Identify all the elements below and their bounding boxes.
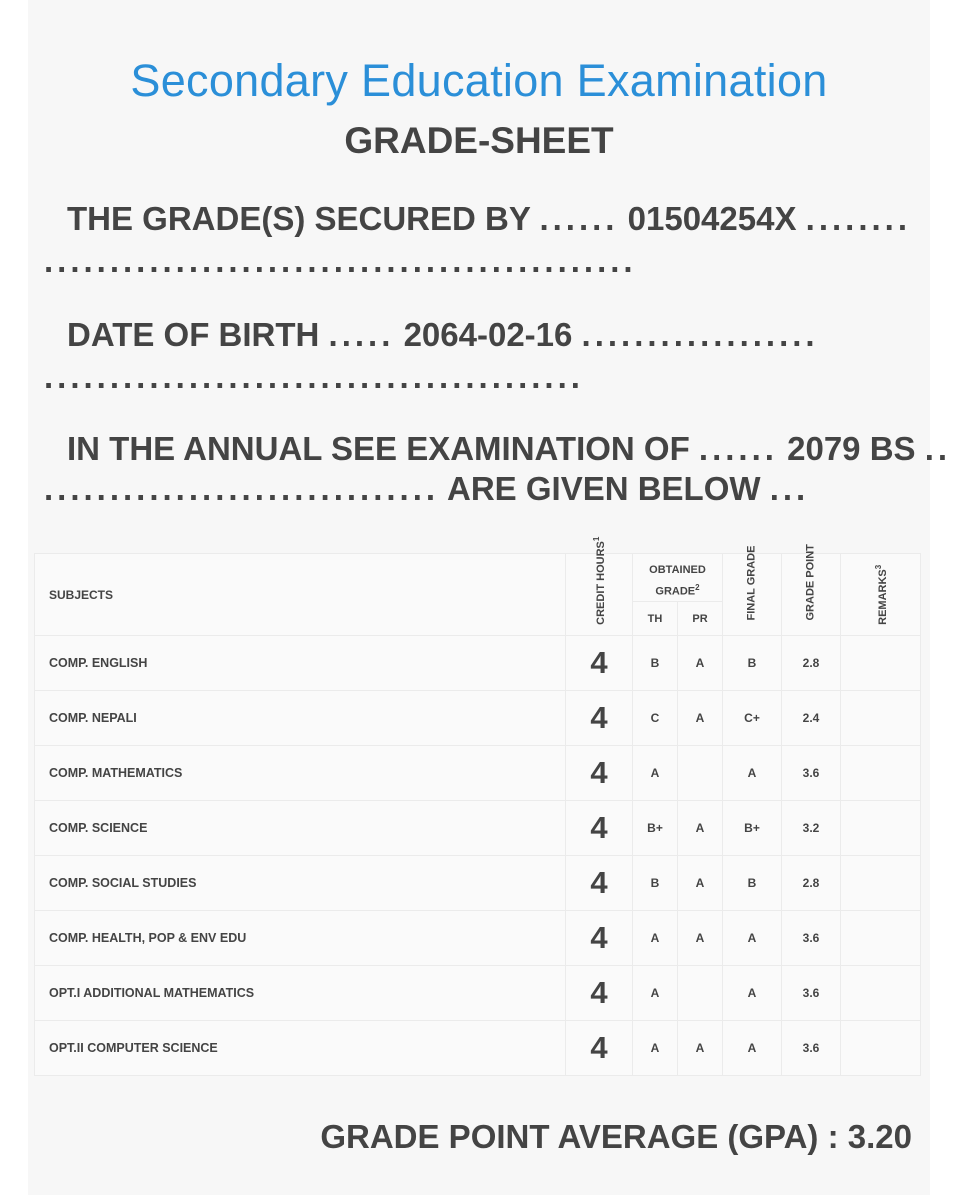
final-grade: B bbox=[723, 636, 782, 691]
grade-pr: A bbox=[678, 911, 723, 966]
table-row bbox=[35, 691, 921, 746]
grade-pr bbox=[678, 966, 723, 1021]
final-grade: B+ bbox=[723, 801, 782, 856]
dotted-fill-2: ......................................... bbox=[44, 358, 584, 395]
credit-hours: 4 bbox=[566, 691, 633, 746]
credit-hours: 4 bbox=[566, 911, 633, 966]
grade-point: 3.2 bbox=[782, 801, 841, 856]
secured-by-line: THE GRADE(S) SECURED BY ...... 01504254X ........ bbox=[67, 200, 912, 237]
grade-th: A bbox=[633, 966, 678, 1021]
subject-name: COMP. MATHEMATICS bbox=[35, 746, 566, 801]
subject-name: COMP. SOCIAL STUDIES bbox=[35, 856, 566, 911]
grade-pr: A bbox=[678, 856, 723, 911]
exam-year: 2079 BS bbox=[787, 430, 916, 467]
credit-hours: 4 bbox=[566, 966, 633, 1021]
header-credit-hours: CREDIT HOURS$^1$ bbox=[566, 554, 633, 636]
grade-point: 3.6 bbox=[782, 966, 841, 1021]
subject-name: COMP. HEALTH, POP & ENV EDU bbox=[35, 911, 566, 966]
subject-name: OPT.I ADDITIONAL MATHEMATICS bbox=[35, 966, 566, 1021]
table-row bbox=[35, 1021, 921, 1076]
final-grade: A bbox=[723, 1021, 782, 1076]
gpa-value: 3.20 bbox=[847, 1118, 912, 1155]
dob-label: DATE OF BIRTH bbox=[67, 316, 320, 353]
header-pr: PR bbox=[678, 602, 723, 636]
subject-name: COMP. NEPALI bbox=[35, 691, 566, 746]
secured-by-label: THE GRADE(S) SECURED BY bbox=[67, 200, 531, 237]
gpa-label: GRADE POINT AVERAGE (GPA) : bbox=[320, 1118, 839, 1155]
grade-th: A bbox=[633, 746, 678, 801]
dob-value: 2064-02-16 bbox=[403, 316, 573, 353]
subject-name: COMP. SCIENCE bbox=[35, 801, 566, 856]
header-remarks: REMARKS$^3$ bbox=[841, 554, 921, 636]
grade-th: B bbox=[633, 636, 678, 691]
header-final-grade: FINAL GRADE bbox=[723, 554, 782, 636]
grade-th: C bbox=[633, 691, 678, 746]
credit-hours: 4 bbox=[566, 801, 633, 856]
credit-hours: 4 bbox=[566, 636, 633, 691]
dotted-fill-1: ............................................. bbox=[44, 242, 637, 279]
remarks bbox=[841, 911, 921, 966]
grade-sheet-heading: GRADE-SHEET bbox=[344, 120, 614, 161]
exam-label: IN THE ANNUAL SEE EXAMINATION OF bbox=[67, 430, 690, 467]
grade-pr: A bbox=[678, 1021, 723, 1076]
header-subjects: SUBJECTS bbox=[35, 554, 566, 636]
table-row bbox=[35, 856, 921, 911]
symbol-number: 01504254X bbox=[627, 200, 797, 237]
grade-pr: A bbox=[678, 691, 723, 746]
exam-line: IN THE ANNUAL SEE EXAMINATION OF ...... 2079 BS .. bbox=[67, 430, 952, 467]
credit-hours: 4 bbox=[566, 746, 633, 801]
header-grade-point: GRADE POINT bbox=[782, 554, 841, 636]
grade-point: 2.4 bbox=[782, 691, 841, 746]
subject-name: OPT.II COMPUTER SCIENCE bbox=[35, 1021, 566, 1076]
grade-pr: A bbox=[678, 801, 723, 856]
grade-point: 2.8 bbox=[782, 856, 841, 911]
table-row bbox=[35, 801, 921, 856]
header-obtained-grade: OBTAINED GRADE$^2$ bbox=[633, 554, 723, 602]
grades-table bbox=[34, 536, 921, 1076]
final-grade: C+ bbox=[723, 691, 782, 746]
table-row bbox=[35, 636, 921, 691]
final-grade: A bbox=[723, 966, 782, 1021]
given-below-text: ARE GIVEN BELOW bbox=[447, 470, 761, 507]
gpa-line bbox=[320, 1118, 912, 1156]
dob-line: DATE OF BIRTH ..... 2064-02-16 .................. bbox=[67, 316, 819, 353]
grade-th: B bbox=[633, 856, 678, 911]
credit-hours: 4 bbox=[566, 1021, 633, 1076]
grade-th: B+ bbox=[633, 801, 678, 856]
table-row bbox=[35, 746, 921, 801]
remarks bbox=[841, 691, 921, 746]
final-grade: A bbox=[723, 746, 782, 801]
grade-point: 3.6 bbox=[782, 911, 841, 966]
table-row bbox=[35, 966, 921, 1021]
credit-hours: 4 bbox=[566, 856, 633, 911]
grade-th: A bbox=[633, 1021, 678, 1076]
grade-point: 3.6 bbox=[782, 1021, 841, 1076]
remarks bbox=[841, 746, 921, 801]
subject-name: COMP. ENGLISH bbox=[35, 636, 566, 691]
remarks bbox=[841, 856, 921, 911]
remarks bbox=[841, 1021, 921, 1076]
grade-pr bbox=[678, 746, 723, 801]
remarks bbox=[841, 966, 921, 1021]
grade-point: 2.8 bbox=[782, 636, 841, 691]
remarks bbox=[841, 801, 921, 856]
grade-th: A bbox=[633, 911, 678, 966]
final-grade: B bbox=[723, 856, 782, 911]
remarks bbox=[841, 636, 921, 691]
grade-pr: A bbox=[678, 636, 723, 691]
header-th: TH bbox=[633, 602, 678, 636]
grade-point: 3.6 bbox=[782, 746, 841, 801]
final-grade: A bbox=[723, 911, 782, 966]
table-row bbox=[35, 911, 921, 966]
exam-title: Secondary Education Examination bbox=[130, 55, 828, 106]
given-below-line: .............................. ARE GIVEN BELOW ... bbox=[44, 470, 810, 507]
